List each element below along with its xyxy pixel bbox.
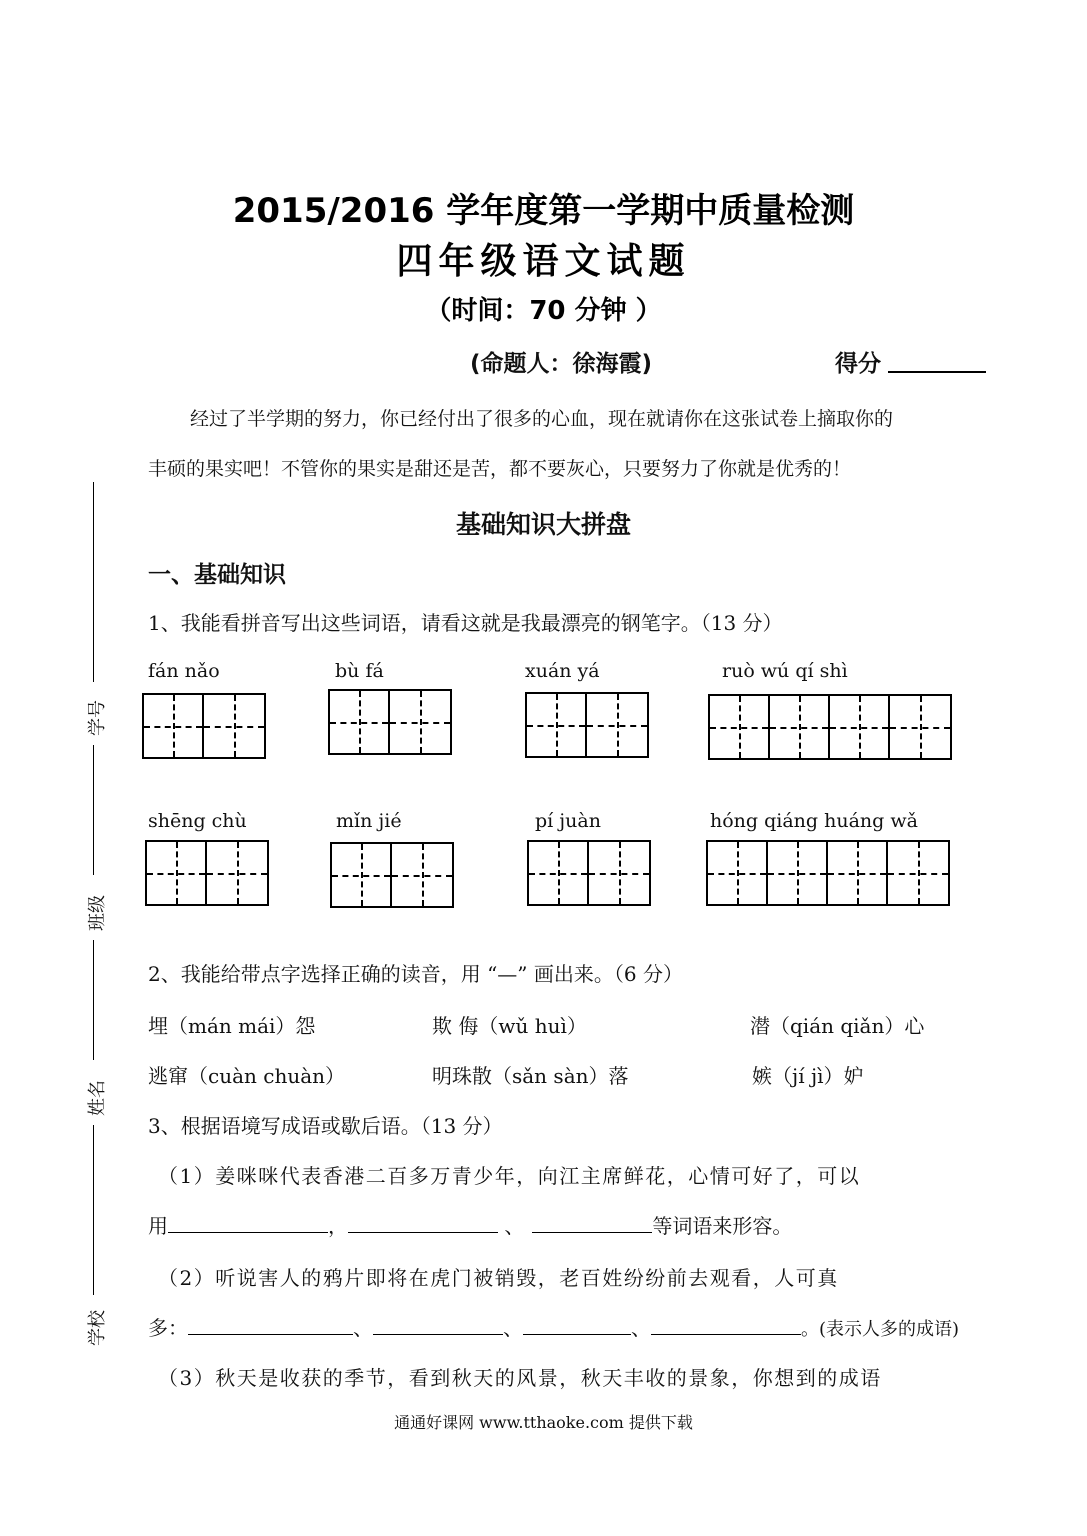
binding-line-4 bbox=[93, 1125, 94, 1295]
binding-line-2 bbox=[93, 745, 94, 875]
q3-3-line-a: （3）秋天是收获的季节，看到秋天的风景，秋天丰收的景象，你想到的成语 bbox=[158, 1366, 882, 1390]
writing-grid-4[interactable] bbox=[708, 694, 952, 760]
binding-line-3 bbox=[93, 940, 94, 1060]
writing-grid-7[interactable] bbox=[527, 840, 651, 906]
q3-2-line-b bbox=[148, 1312, 959, 1341]
q3-1-sep-2: 、 bbox=[498, 1214, 525, 1238]
label-class: 班级 bbox=[87, 895, 108, 931]
footer: 通通好课网 www.tthaoke.com 提供下载 bbox=[394, 1413, 693, 1432]
q3-2-end: 。(表示人多的成语) bbox=[801, 1319, 960, 1340]
pinyin-1: fán nǎo bbox=[148, 660, 220, 682]
q3-1-end: 等词语来形容。 bbox=[652, 1214, 793, 1238]
q3-1-line-a: （1）姜咪咪代表香港二百多万青少年，向江主席鲜花，心情可好了，可以 bbox=[158, 1164, 861, 1188]
q2-item-5[interactable]: 明珠散（sǎn sàn）落 bbox=[432, 1064, 629, 1088]
label-student-id: 学号 bbox=[87, 700, 108, 736]
q2-item-3[interactable]: 潜（qián qiǎn）心 bbox=[750, 1014, 925, 1038]
q3-1-blank-1[interactable] bbox=[168, 1232, 328, 1233]
q3-2-line-a: （2）听说害人的鸦片即将在虎门被销毁，老百姓纷纷前去观看，人可真 bbox=[158, 1266, 839, 1290]
q3-1-line-b bbox=[148, 1210, 792, 1239]
exam-title: 2015/2016 学年度第一学期中质量检测 bbox=[232, 191, 855, 231]
q3-2-sep-2: 、 bbox=[503, 1316, 523, 1340]
part-heading: 一、基础知识 bbox=[148, 562, 286, 588]
question-3: 3、根据语境写成语或歇后语。（13 分） bbox=[148, 1114, 503, 1138]
exam-time: （时间：70 分钟 ） bbox=[425, 296, 662, 326]
label-school: 学校 bbox=[87, 1310, 108, 1346]
q3-2-blank-2[interactable] bbox=[373, 1334, 503, 1335]
writing-grid-6[interactable] bbox=[330, 842, 454, 908]
question-1: 1、我能看拼音写出这些词语，请看这就是我最漂亮的钢笔字。（13 分） bbox=[148, 611, 783, 635]
q2-item-2[interactable]: 欺 侮（wǔ huì） bbox=[432, 1014, 587, 1038]
writing-grid-5[interactable] bbox=[145, 840, 269, 906]
pinyin-2: bù fá bbox=[335, 660, 384, 682]
exam-subtitle: 四年级语文试题 bbox=[396, 241, 691, 282]
pinyin-3: xuán yá bbox=[525, 660, 600, 682]
q3-2-blank-4[interactable] bbox=[651, 1334, 801, 1335]
intro-line-1: 经过了半学期的努力，你已经付出了很多的心血，现在就请你在这张试卷上摘取你的 bbox=[190, 408, 894, 430]
pinyin-4: ruò wú qí shì bbox=[722, 660, 848, 682]
pinyin-6: mǐn jié bbox=[336, 810, 402, 832]
q3-2-blank-1[interactable] bbox=[188, 1334, 353, 1335]
q2-item-6[interactable]: 嫉（jí jì）妒 bbox=[752, 1064, 864, 1088]
writing-grid-1[interactable] bbox=[142, 693, 266, 759]
writing-grid-8[interactable] bbox=[706, 840, 950, 906]
label-name: 姓名 bbox=[87, 1080, 108, 1116]
q3-1-blank-2[interactable] bbox=[348, 1232, 498, 1233]
pinyin-7: pí juàn bbox=[535, 810, 601, 832]
writing-grid-2[interactable] bbox=[328, 689, 452, 755]
q3-1-blank-3[interactable] bbox=[532, 1232, 652, 1233]
q2-item-1[interactable]: 埋（mán mái）怨 bbox=[148, 1014, 316, 1038]
score-blank[interactable] bbox=[888, 371, 986, 373]
q3-1-sep-1: ， bbox=[328, 1214, 348, 1238]
intro-line-2: 丰硕的果实吧！不管你的果实是甜还是苦，都不要灰心，只要努力了你就是优秀的！ bbox=[148, 458, 852, 480]
q3-2-start: 多： bbox=[148, 1316, 188, 1340]
writing-grid-3[interactable] bbox=[525, 692, 649, 758]
section-title: 基础知识大拼盘 bbox=[455, 510, 631, 539]
question-2: 2、我能给带点字选择正确的读音，用 “—” 画出来。（6 分） bbox=[148, 962, 683, 986]
q3-2-blank-3[interactable] bbox=[523, 1334, 631, 1335]
q2-item-4[interactable]: 逃窜（cuàn chuàn） bbox=[148, 1064, 346, 1088]
exam-author: (命题人：徐海霞) bbox=[470, 351, 653, 377]
q3-2-sep-1: 、 bbox=[353, 1316, 373, 1340]
pinyin-8: hóng qiáng huáng wǎ bbox=[710, 810, 918, 832]
q3-1-start: 用 bbox=[148, 1214, 168, 1238]
pinyin-5: shēng chù bbox=[148, 810, 247, 832]
score-label: 得分 bbox=[835, 351, 881, 377]
q3-2-sep-3: 、 bbox=[631, 1316, 651, 1340]
